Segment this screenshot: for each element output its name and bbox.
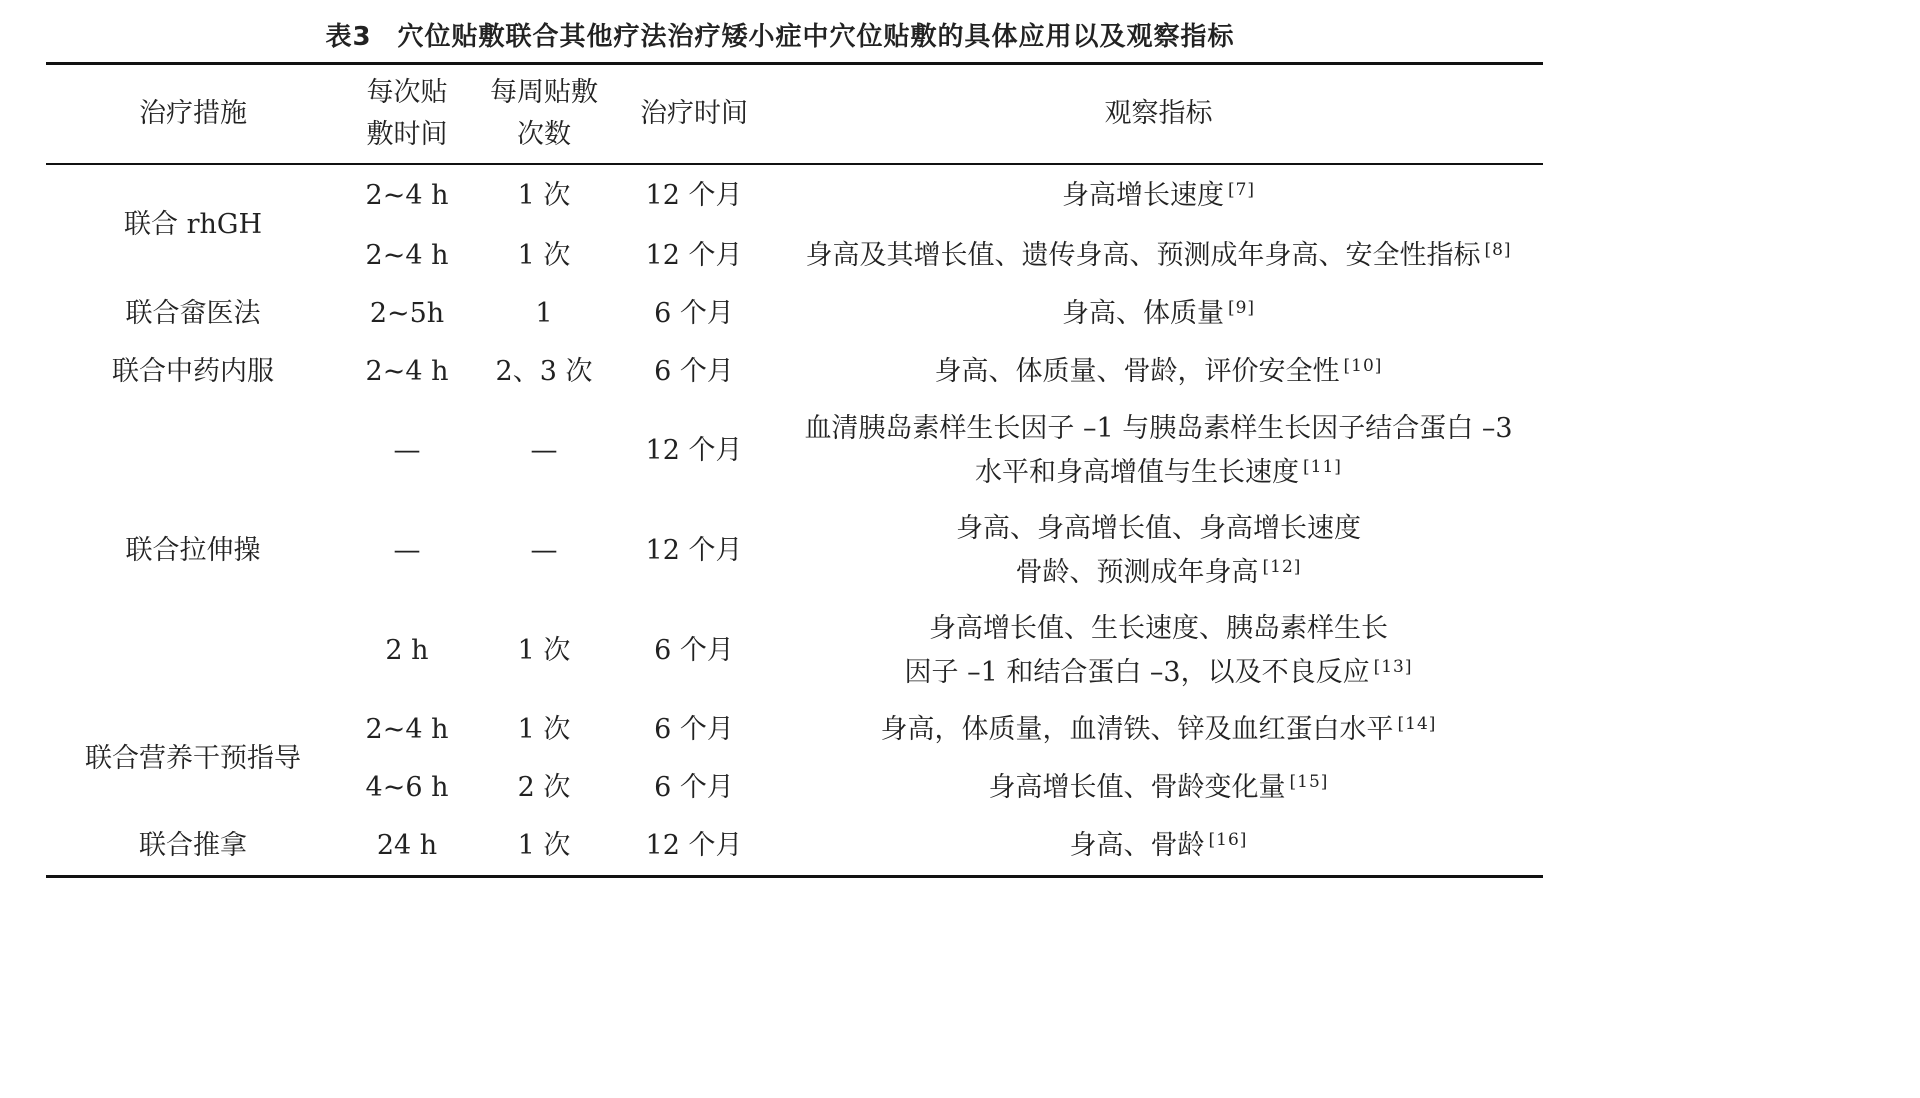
table-title-text: 穴位贴敷联合其他疗法治疗矮小症中穴位贴敷的具体应用以及观察指标 (397, 22, 1235, 52)
cell-time: 2~4 h (365, 356, 449, 387)
header-times-per-week (474, 64, 614, 165)
cell-indicators (774, 601, 1543, 701)
table-row (46, 817, 1543, 877)
data-table (46, 62, 1543, 878)
cell-freq: — (530, 535, 558, 566)
group-stretch: 联合拉伸操 (125, 535, 261, 566)
indicator-text: 身高及其增长值、遗传身高、预测成年身高、安全性指标 (805, 240, 1481, 271)
cell-freq: 1 次 (517, 714, 571, 745)
header-week-line1: 每周贴敷 (490, 77, 598, 108)
header-duration: 治疗时间 (640, 98, 748, 129)
reference-mark: [12] (1262, 557, 1302, 577)
cell-duration: 6 个月 (654, 772, 734, 803)
indicator-text-line1: 身高、身高增长值、身高增长速度 (956, 513, 1361, 544)
table-row (46, 164, 1543, 227)
table-title (0, 16, 1560, 53)
cell-time: 24 h (376, 830, 438, 861)
cell-duration: 6 个月 (654, 635, 734, 666)
cell-time: 4~6 h (365, 772, 449, 803)
reference-mark: [14] (1397, 714, 1437, 734)
table-row (46, 343, 1543, 401)
reference-mark: [7] (1227, 180, 1256, 200)
indicator-text: 身高、体质量 (1061, 298, 1224, 329)
cell-indicators (774, 227, 1543, 285)
cell-freq: — (530, 435, 558, 466)
header-treatment: 治疗措施 (139, 98, 247, 129)
cell-duration: 6 个月 (654, 356, 734, 387)
cell-freq: 2 次 (517, 772, 571, 803)
cell-duration: 12 个月 (645, 180, 743, 211)
cell-time: 2~4 h (365, 240, 449, 271)
header-week-line2: 次数 (517, 119, 571, 150)
table-row (46, 701, 1543, 759)
cell-duration: 12 个月 (645, 830, 743, 861)
indicator-text: 身高增长值、骨龄变化量 (988, 772, 1286, 803)
indicator-text-line2: 水平和身高增值与生长速度 (975, 457, 1300, 488)
table-row (46, 401, 1543, 501)
cell-indicators (774, 164, 1543, 227)
header-time-per-application (340, 64, 474, 165)
cell-indicators (774, 285, 1543, 343)
header-time-line1: 每次贴 (366, 77, 448, 108)
cell-freq: 1 次 (517, 240, 571, 271)
header-time-line2: 敷时间 (366, 119, 448, 150)
cell-indicators (774, 701, 1543, 759)
cell-freq: 1 次 (517, 830, 571, 861)
cell-duration: 6 个月 (654, 714, 734, 745)
cell-time: 2~5h (369, 298, 445, 329)
indicator-text: 身高、体质量、骨龄，评价安全性 (934, 356, 1340, 387)
table-number: 表3 (325, 22, 372, 52)
indicator-text-line2: 骨龄、预测成年身高 (1015, 557, 1259, 588)
indicator-text: 身高增长速度 (1061, 180, 1224, 211)
group-nutrition: 联合营养干预指导 (85, 743, 301, 774)
group-tcm: 联合中药内服 (112, 356, 274, 387)
cell-freq: 1 (535, 298, 553, 329)
cell-time: — (393, 435, 421, 466)
reference-mark: [9] (1227, 298, 1256, 318)
reference-mark: [11] (1303, 457, 1342, 477)
indicator-text-line1: 身高增长值、生长速度、胰岛素样生长 (929, 613, 1388, 644)
indicator-text: 身高，体质量，血清铁、锌及血红蛋白水平 (880, 714, 1394, 745)
cell-time: — (393, 535, 421, 566)
reference-mark: [13] (1373, 657, 1413, 677)
cell-duration: 6 个月 (654, 298, 734, 329)
indicator-text-line2: 因子 –1 和结合蛋白 –3，以及不良反应 (904, 657, 1370, 688)
cell-duration: 12 个月 (645, 535, 743, 566)
cell-indicators (774, 759, 1543, 817)
reference-mark: [10] (1343, 356, 1383, 376)
cell-indicators (774, 343, 1543, 401)
cell-indicators (774, 817, 1543, 877)
reference-mark: [16] (1208, 830, 1248, 850)
group-rhgh: 联合 rhGH (124, 209, 262, 240)
cell-time: 2~4 h (365, 714, 449, 745)
reference-mark: [15] (1289, 772, 1329, 792)
indicator-text-line1: 血清胰岛素样生长因子 –1 与胰岛素样生长因子结合蛋白 –3 (804, 413, 1513, 444)
table-row (46, 285, 1543, 343)
cell-indicators (774, 401, 1543, 501)
cell-freq: 2、3 次 (495, 356, 593, 387)
cell-indicators (774, 501, 1543, 601)
cell-freq: 1 次 (517, 635, 571, 666)
reference-mark: [8] (1484, 240, 1512, 260)
header-row (46, 64, 1543, 165)
cell-freq: 1 次 (517, 180, 571, 211)
indicator-text: 身高、骨龄 (1069, 830, 1205, 861)
cell-time: 2~4 h (365, 180, 449, 211)
header-indicators: 观察指标 (1104, 98, 1213, 129)
cell-duration: 12 个月 (645, 435, 743, 466)
cell-time: 2 h (385, 635, 429, 666)
group-livestock: 联合畲医法 (125, 298, 261, 329)
cell-duration: 12 个月 (645, 240, 743, 271)
group-massage: 联合推拿 (139, 830, 247, 861)
